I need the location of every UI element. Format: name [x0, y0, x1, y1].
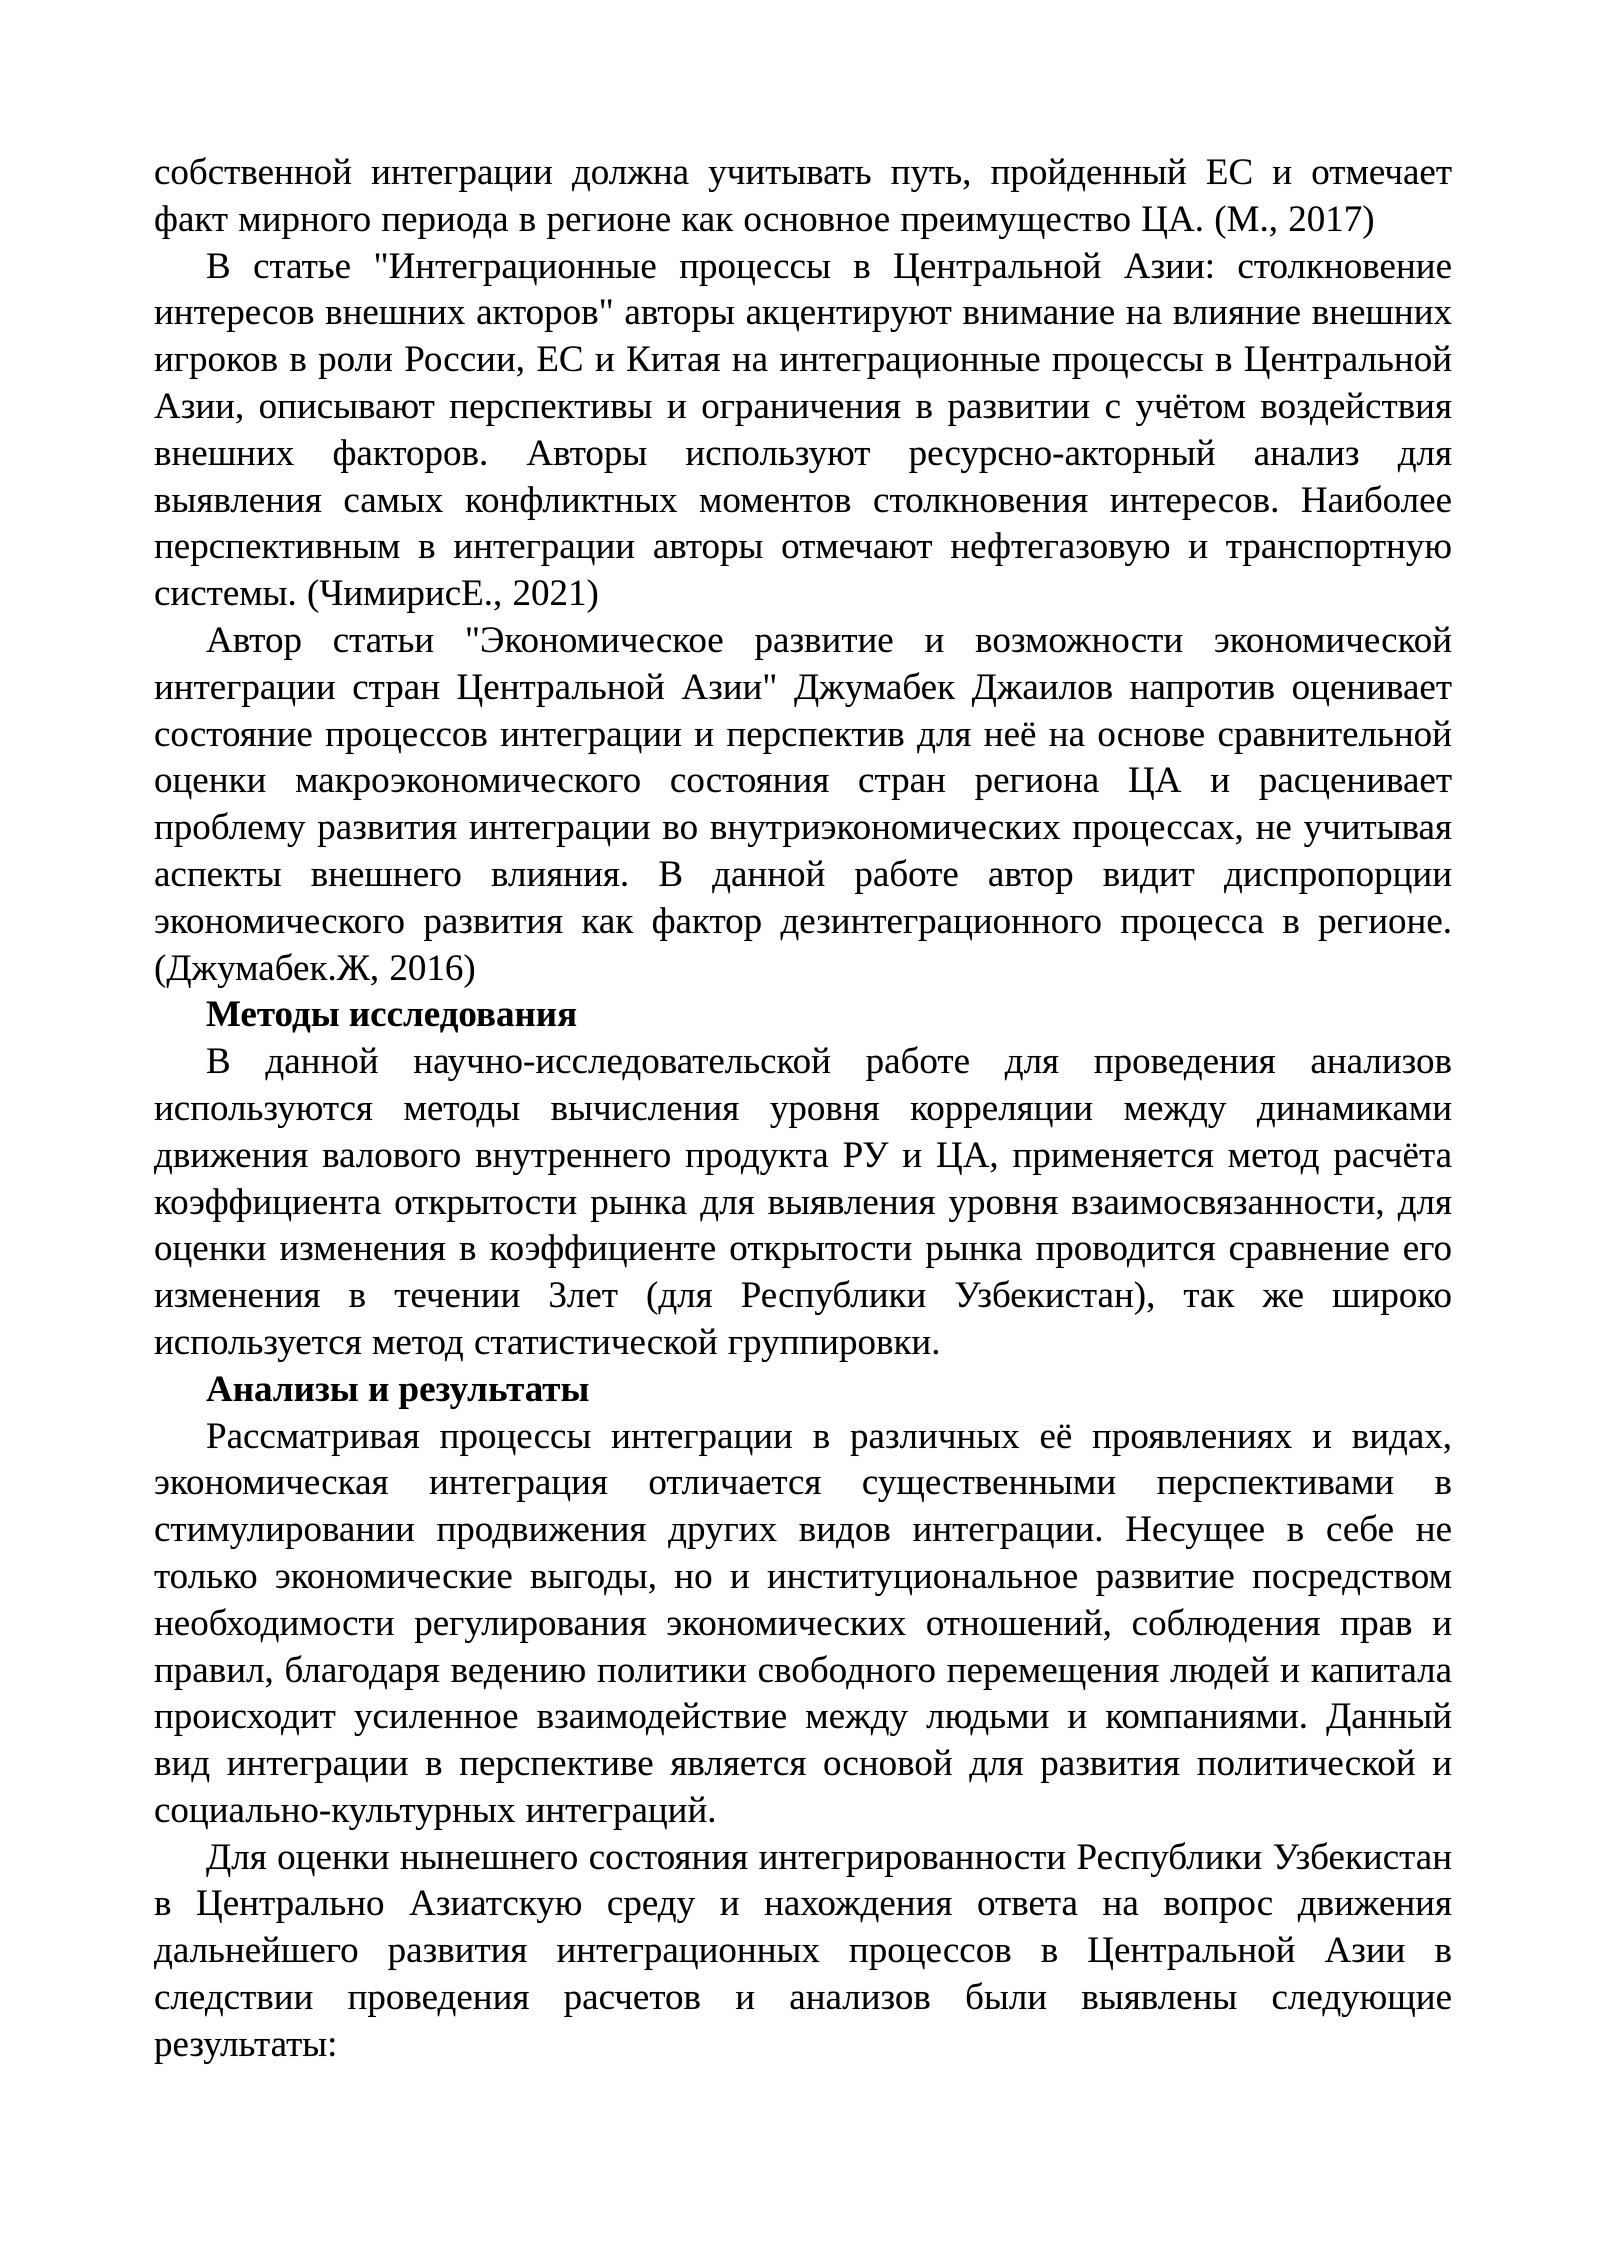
section-heading-methods: Методы исследования: [206, 994, 578, 1036]
paragraph-methods: В данной научно-исследовательской работе для проведения анализов используются методы вычисления уровня корреляции между динамиками движения валового внутреннего продукта РУ и ЦА, применяется метод расчёта коэффициента открытости рынка для выявления уровня взаимосвязанности, для оценки изменения в коэффициенте открытости рынка проводится сравнение его изменения в течении 3лет (для Республики Узбекистан), так же широко используется метод статистической группировки.: [154, 1041, 1452, 1363]
paragraph-analysis-integration: Рассматривая процессы интеграции в различных её проявлениях и видах, экономическая интеграция отличается существенными перспективами в стимулировании продвижения других видов интеграции. Несущее в себе не только экономические выгоды, но и институциональное развитие посредством необходимости регулирования экономических отношений, соблюдения прав и правил, благодаря ведению политики свободного перемещения людей и капитала происходит усиленное взаимодействие между людьми и компаниями. Данный вид интеграции в перспективе является основой для развития политической и социально-культурных интеграций.: [154, 1415, 1452, 1831]
section-heading-analysis-results: Анализы и результаты: [206, 1368, 590, 1410]
paragraph-article-chimiris: В статье "Интеграционные процессы в Центральной Азии: столкновение интересов внешних акторов" авторы акцентируют внимание на влияние внешних игроков в роли России, ЕС и Китая на интеграционные процессы в Центральной Азии, описывают перспективы и ограничения в развитии с учётом воздействия внешних факторов. Авторы используют ресурсно-акторный анализ для выявления самых конфликтных моментов столкновения интересов. Наиболее перспективным в интеграции авторы отмечают нефтегазовую и транспортную системы. (ЧимирисЕ., 2021): [154, 245, 1452, 615]
paragraph-article-dzhailov: Автор статьи "Экономическое развитие и возможности экономической интеграции стран Центральной Азии" Джумабек Джаилов напротив оценивает состояние процессов интеграции и перспектив для неё на основе сравнительной оценки макроэкономического состояния стран региона ЦА и расценивает проблему развития интеграции во внутриэкономических процессах, не учитывая аспекты внешнего влияния. В данной работе автор видит диспропорции экономического развития как фактор дезинтеграционного процесса в регионе. (Джумабек.Ж, 2016): [154, 619, 1452, 989]
paragraph-intro-continuation: собственной интеграции должна учитывать путь, пройденный ЕС и отмечает факт мирного периода в регионе как основное преимущество ЦА. (М., 2017): [154, 152, 1452, 240]
paragraph-results-intro: Для оценки нынешнего состояния интегрированности Республики Узбекистан в Центрально Азиатскую среду и нахождения ответа на вопрос движения дальнейшего развития интеграционных процессов в Центральной Азии в следствии проведения расчетов и анализов были выявлены следующие результаты:: [154, 1836, 1452, 2065]
